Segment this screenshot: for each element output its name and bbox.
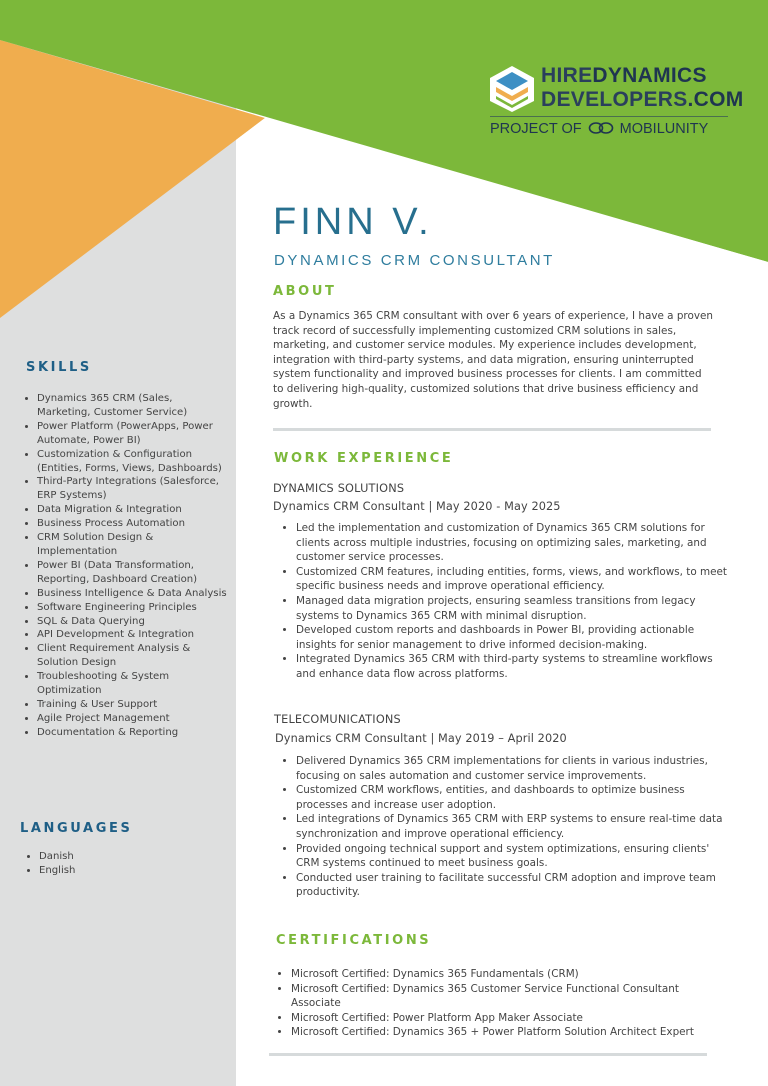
list-item: • Led the implementation and customization of Dynamics 365 CRM solutions for clients across multiple industries, focusing on optimizing sales, marketing, and customer service processes. xyxy=(296,521,728,565)
list-item: • Provided ongoing technical support and system optimizations, ensuring clients' CRM systems continued to meet business goals. xyxy=(296,842,728,871)
logo-project-of: PROJECT OF MOBILUNITY xyxy=(490,121,709,137)
list-item: • Business Intelligence & Data Analysis xyxy=(37,587,229,601)
certifications-list xyxy=(274,967,723,1040)
list-item: • Documentation & Reporting xyxy=(37,726,229,740)
list-item: • Managed data migration projects, ensuring seamless transitions from legacy systems to Dynamics 365 CRM with minimal disruption. xyxy=(296,594,728,623)
list-item: • SQL & Data Querying xyxy=(37,615,229,629)
list-item: • API Development & Integration xyxy=(37,628,229,642)
list-item: • Training & User Support xyxy=(37,698,229,712)
about-heading: ABOUT xyxy=(273,284,337,299)
skills-heading: SKILLS xyxy=(26,360,92,375)
candidate-title: DYNAMICS CRM CONSULTANT xyxy=(274,252,555,269)
candidate-name: FINN V. xyxy=(273,201,433,243)
list-item: • CRM Solution Design & Implementation xyxy=(37,531,229,559)
list-item: • Customized CRM features, including entities, forms, views, and workflows, to meet specific business needs and improve operational efficiency. xyxy=(296,565,728,594)
list-item: • Dynamics 365 CRM (Sales, Marketing, Customer Service) xyxy=(37,392,229,420)
list-item: • Delivered Dynamics 365 CRM implementations for clients in various industries, focusing on sales automation and customer service improvements. xyxy=(296,754,728,783)
job-bullets xyxy=(278,521,728,682)
list-item: • Power BI (Data Transformation, Reporting, Dashboard Creation) xyxy=(37,559,229,587)
job-company: TELECOMUNICATIONS xyxy=(274,713,401,726)
logo-text-developers: DEVELOPERS.COM xyxy=(541,88,744,111)
about-text: As a Dynamics 365 CRM consultant with over 6 years of experience, I have a proven track record of successfully implementing customized CRM solutions in sales, marketing, and customer service modules. My experience includes development, integration with third-party systems, and data migration, ensuring uninterrupted system functionality and improved business processes for clients. I am committed to delivering high-quality, customized solutions that drive business efficiency and growth. xyxy=(273,310,713,410)
job-role-dates: Dynamics CRM Consultant | May 2020 - May 2025 xyxy=(273,500,561,513)
list-item: • Client Requirement Analysis & Solution Design xyxy=(37,642,229,670)
list-item: • Integrated Dynamics 365 CRM with third-party systems to streamline workflows and enhance data flow across platforms. xyxy=(296,652,728,681)
job-bullets xyxy=(278,754,728,900)
languages-heading: LANGUAGES xyxy=(20,821,133,836)
job-role-dates: Dynamics CRM Consultant | May 2019 – April 2020 xyxy=(275,732,567,745)
list-item: • Troubleshooting & System Optimization xyxy=(37,670,229,698)
list-item: • English xyxy=(39,864,229,878)
certifications-heading: CERTIFICATIONS xyxy=(276,933,432,948)
list-item: • Danish xyxy=(39,850,229,864)
list-item: • Customization & Configuration (Entities, Forms, Views, Dashboards) xyxy=(37,448,229,476)
list-item: • Microsoft Certified: Dynamics 365 Fundamentals (CRM) xyxy=(291,967,723,982)
list-item: • Agile Project Management xyxy=(37,712,229,726)
languages-list xyxy=(25,850,229,878)
work-experience-heading: WORK EXPERIENCE xyxy=(274,451,454,466)
list-item: • Developed custom reports and dashboards in Power BI, providing actionable insights for senior management to drive informed decision-making. xyxy=(296,623,728,652)
company-logo[interactable] xyxy=(488,62,744,142)
list-item: • Microsoft Certified: Dynamics 365 + Power Platform Solution Architect Expert xyxy=(291,1025,723,1040)
list-item: • Power Platform (PowerApps, Power Automate, Power BI) xyxy=(37,420,229,448)
mobilunity-icon xyxy=(588,121,614,135)
logo-divider xyxy=(490,116,728,117)
list-item: • Conducted user training to facilitate successful CRM adoption and improve team productivity. xyxy=(296,871,728,900)
skills-list xyxy=(23,392,229,740)
list-item: • Data Migration & Integration xyxy=(37,503,229,517)
job-company: DYNAMICS SOLUTIONS xyxy=(273,482,405,495)
section-divider xyxy=(273,428,711,431)
list-item: • Microsoft Certified: Dynamics 365 Customer Service Functional Consultant Associate xyxy=(291,982,723,1011)
list-item: • Microsoft Certified: Power Platform App Maker Associate xyxy=(291,1011,723,1026)
list-item: • Customized CRM workflows, entities, and dashboards to optimize business processes and increase user adoption. xyxy=(296,783,728,812)
cube-logo-icon xyxy=(488,65,536,113)
logo-text-hire-dynamics: HIREDYNAMICS xyxy=(541,64,707,87)
list-item: • Business Process Automation xyxy=(37,517,229,531)
section-divider xyxy=(269,1053,707,1056)
list-item: • Software Engineering Principles xyxy=(37,601,229,615)
list-item: • Third-Party Integrations (Salesforce, ERP Systems) xyxy=(37,475,229,503)
list-item: • Led integrations of Dynamics 365 CRM with ERP systems to ensure real-time data synchronization and improve operational efficiency. xyxy=(296,812,728,841)
